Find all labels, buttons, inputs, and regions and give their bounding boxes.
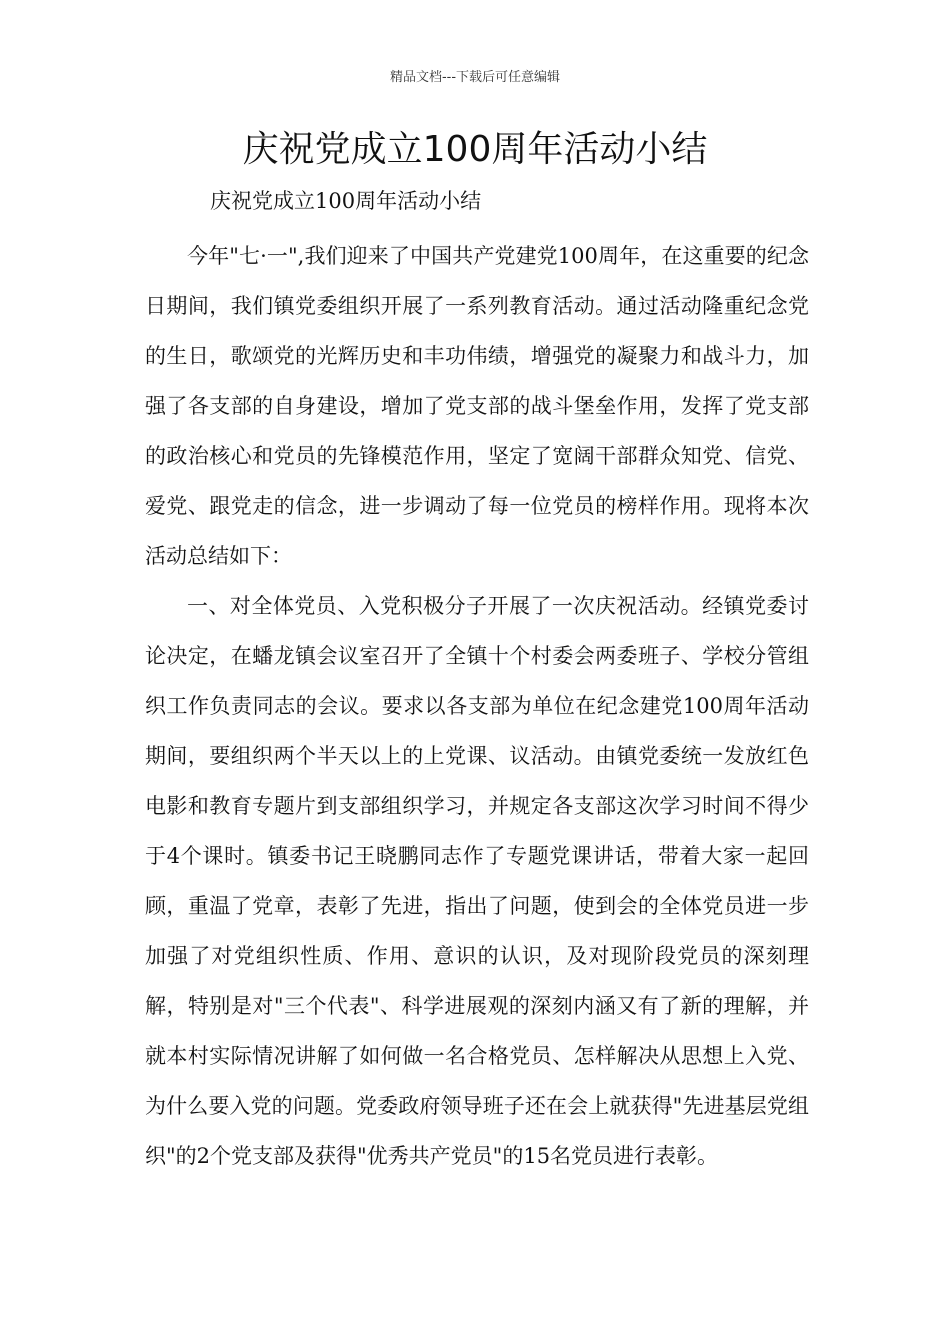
document-body xyxy=(145,231,809,1181)
paragraph-intro: 今年"七·一",我们迎来了中国共产党建党100周年，在这重要的纪念日期间，我们镇党委组织开展了一系列教育活动。通过活动隆重纪念党的生日，歌颂党的光辉历史和丰功伟绩，增强党的凝聚力和战斗力，加强了各支部的自身建设，增加了党支部的战斗堡垒作用，发挥了党支部的政治核心和党员的先锋模范作用，坚定了宽阔干部群众知党、信党、爱党、跟党走的信念，进一步调动了每一位党员的榜样作用。现将本次活动总结如下： xyxy=(145,244,809,568)
document-subtitle: 庆祝党成立100周年活动小结 xyxy=(210,189,482,213)
paragraph-section-one: 一、对全体党员、入党积极分子开展了一次庆祝活动。经镇党委讨论决定，在蟠龙镇会议室召开了全镇十个村委会两委班子、学校分管组织工作负责同志的会议。要求以各支部为单位在纪念建党100周年活动期间，要组织两个半天以上的上党课、议活动。由镇党委统一发放红色电影和教育专题片到支部组织学习，并规定各支部这次学习时间不得少于4个课时。镇委书记王晓鹏同志作了专题党课讲话，带着大家一起回顾，重温了党章，表彰了先进，指出了问题，使到会的全体党员进一步加强了对党组织性质、作用、意识的认识，及对现阶段党员的深刻理解，特别是对"三个代表"、科学进展观的深刻内涵又有了新的理解，并就本村实际情况讲解了如何做一名合格党员、怎样解决从思想上入党、为什么要入党的问题。党委政府领导班子还在会上就获得"先进基层党组织"的2个党支部及获得"优秀共产党员"的15名党员进行表彰。 xyxy=(145,594,809,1168)
document-title: 庆祝党成立100周年活动小结 xyxy=(242,129,708,170)
header-note: 精品文档---下载后可任意编辑 xyxy=(389,70,561,85)
